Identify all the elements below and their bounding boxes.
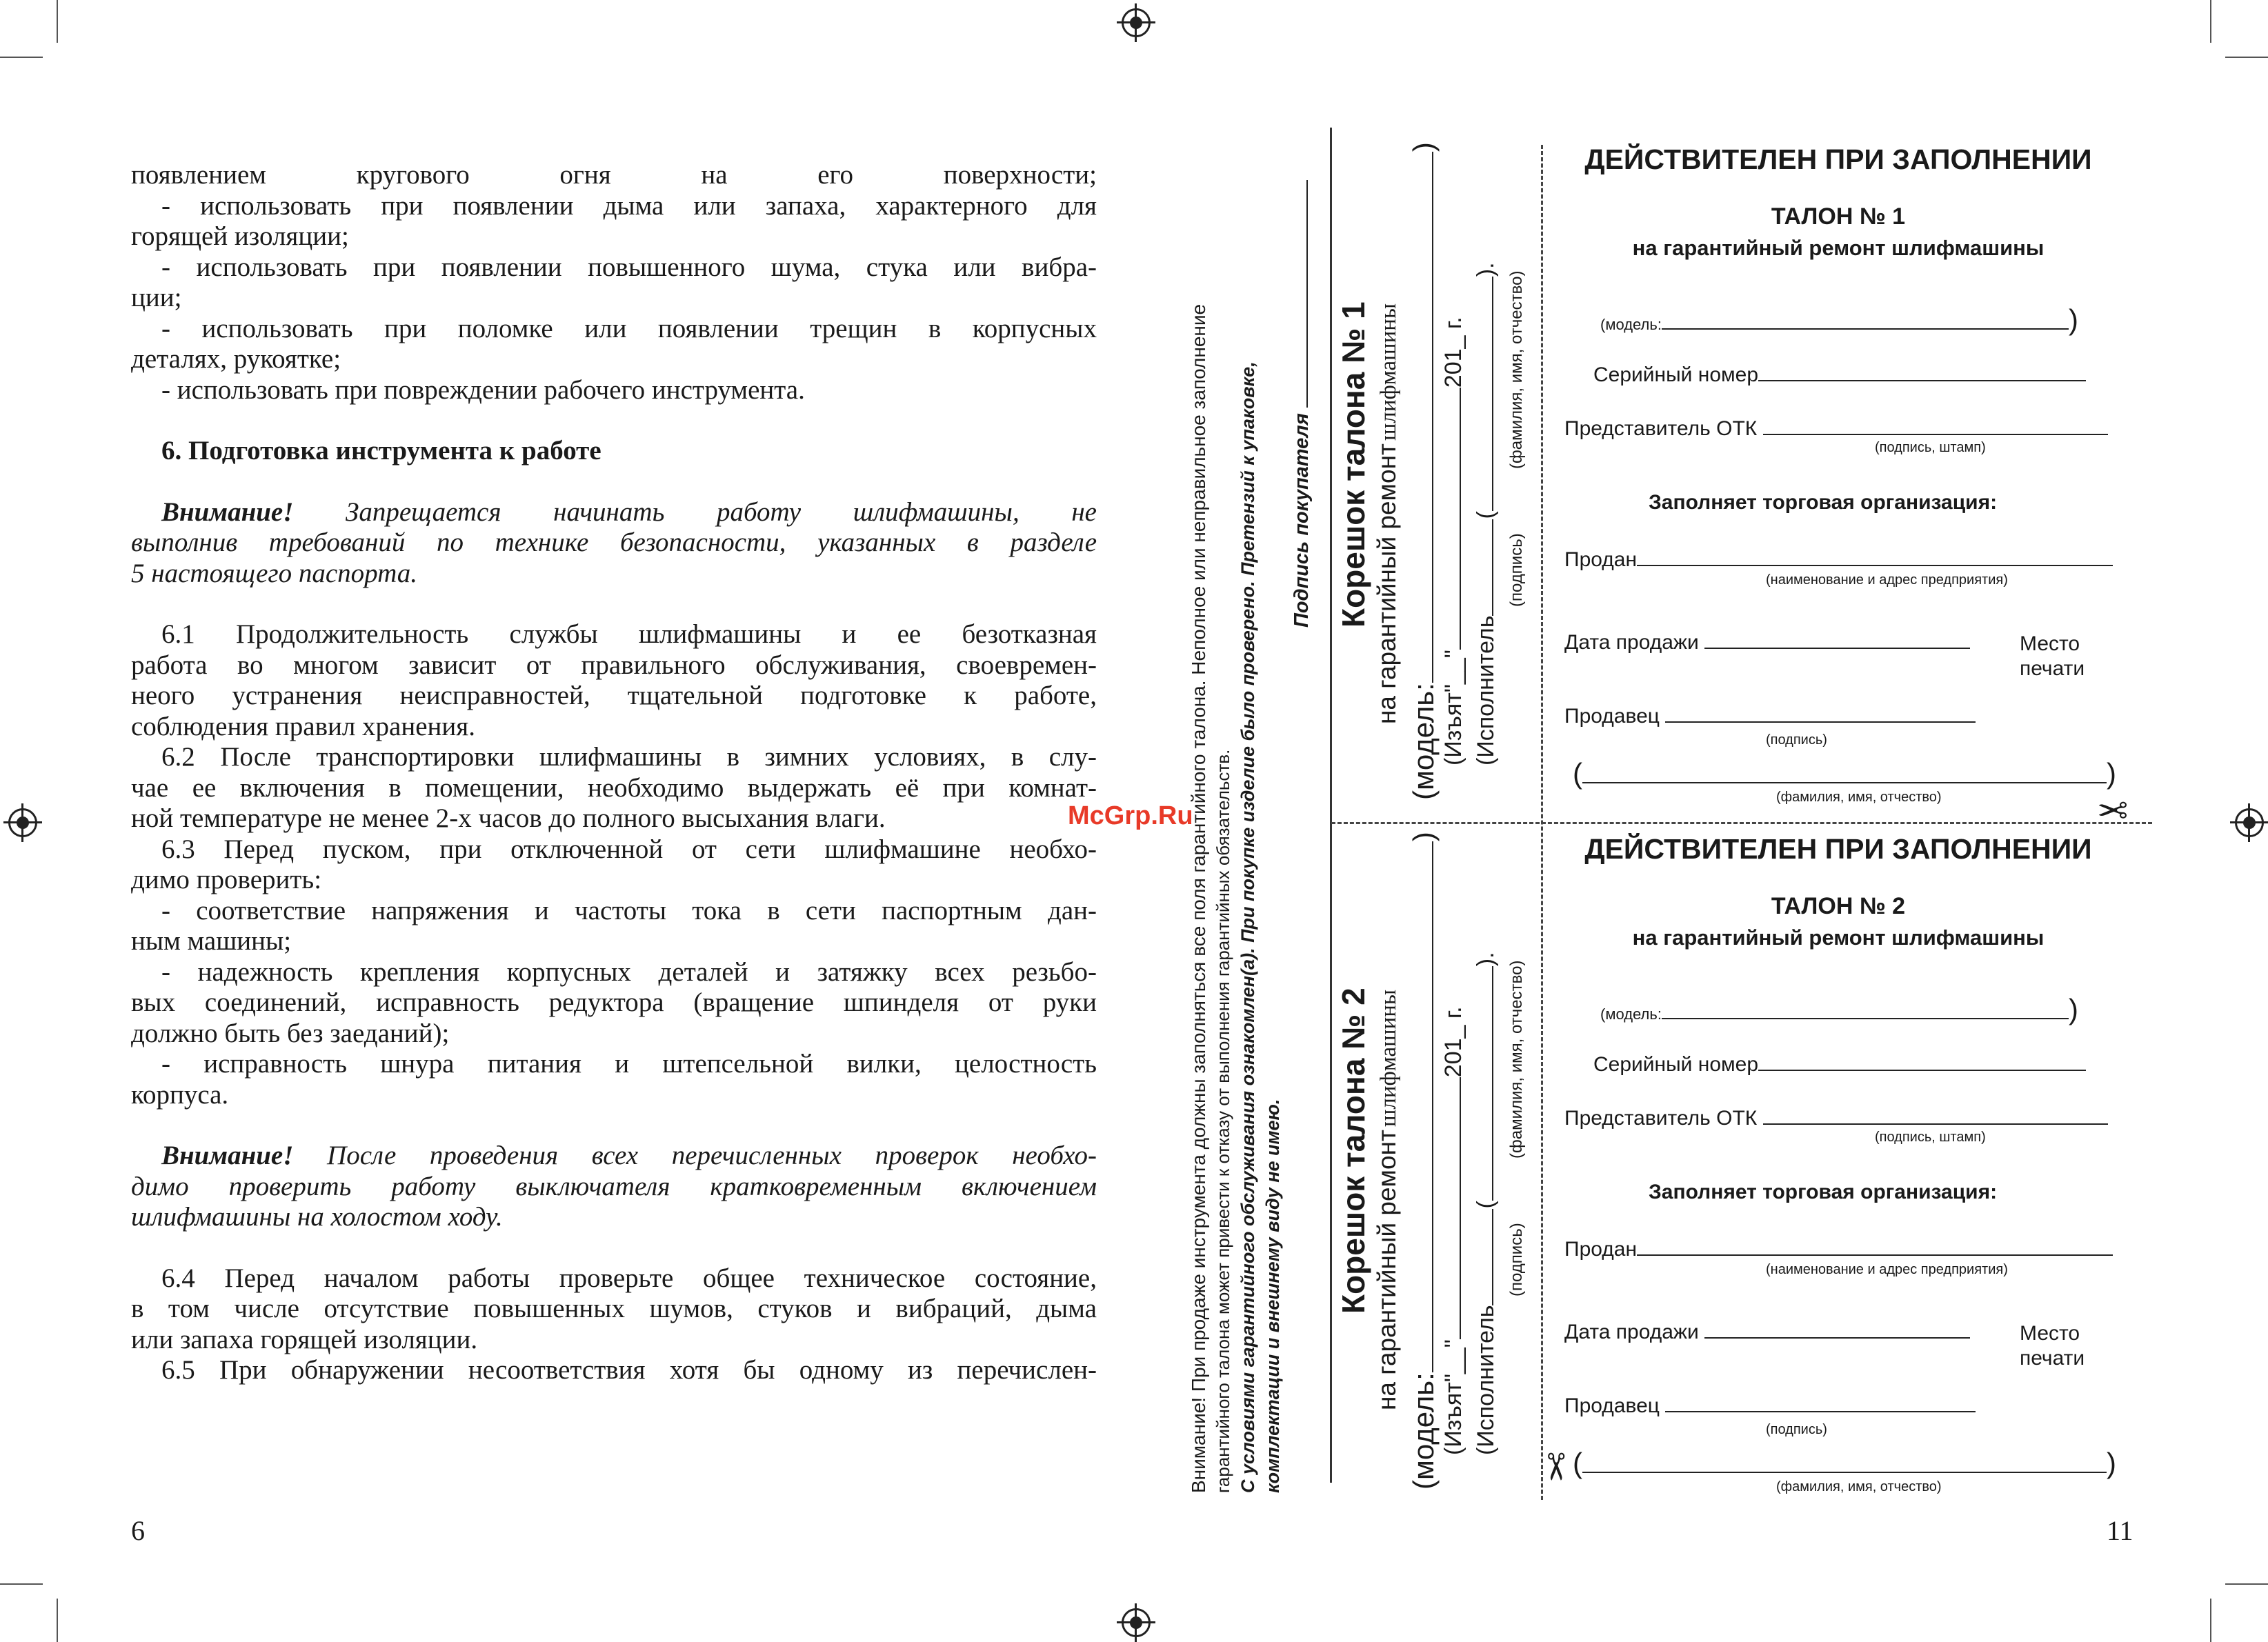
text-line: горящей изоляции; xyxy=(131,221,349,251)
coupon-caption: (подпись, штамп) xyxy=(1875,440,1986,455)
registration-mark-icon xyxy=(8,808,37,837)
coupon-subtitle: на гарантийный ремонт шлифмашины xyxy=(1632,236,2045,260)
cut-line xyxy=(1331,822,2152,824)
coupon-serial-line xyxy=(1593,362,2086,387)
coupon-sale-date-line xyxy=(1564,1319,1970,1344)
coupon-seller-line xyxy=(1564,703,1976,728)
notice-line: гарантийного талона может привести к отказу от выполнения гарантийных обязательств. xyxy=(1213,749,1233,1493)
text-line: появлением кругового огня на его поверхности; xyxy=(131,160,1097,190)
crop-mark xyxy=(2225,1583,2268,1585)
stub-title: Корешок талона № 1 xyxy=(1335,301,1371,628)
text-line: - использовать при появлении повышенного шума, стука или вибра- xyxy=(161,252,1097,282)
stub-caption: (фамилия, имя, отчество) xyxy=(1507,960,1526,1159)
coupon-caption: (наименование и адрес предприятия) xyxy=(1766,572,2008,588)
text-line: 6.2 После транспортировки шлифмашины в зимних условиях, в слу- xyxy=(161,742,1097,772)
date-blank xyxy=(1442,388,1461,650)
date-blank xyxy=(1704,1319,1970,1339)
text-line: - использовать при появлении дыма или запаха, характерного для xyxy=(161,190,1097,221)
text-line: 6.4 Перед началом работы проверьте общее техническое состояние, xyxy=(161,1263,1097,1293)
stub-title: Корешок талона № 2 xyxy=(1335,988,1371,1314)
stub-seized: (Изъят"__" xyxy=(1440,1339,1466,1455)
stub-repair: на гарантийный ремонт xyxy=(1373,443,1401,724)
serial-blank xyxy=(1758,362,2086,381)
coupon-sold-line xyxy=(1564,1236,2113,1261)
coupon-sale-date: Дата продажи xyxy=(1564,631,1699,654)
scissors-icon: ✂ xyxy=(1534,1451,1576,1483)
coupon-serial: Серийный номер xyxy=(1593,1053,1759,1076)
text-line: чае ее включения в помещении, необходимо выдержать её при комнат- xyxy=(131,772,1097,803)
coupon-otk: Представитель ОТК xyxy=(1564,417,1758,440)
crop-mark xyxy=(57,1599,58,1642)
stub-repair-line xyxy=(1373,303,1402,724)
stub-year: 201_ г. xyxy=(1440,317,1466,388)
warning-label: Внимание! xyxy=(161,497,294,527)
coupon-stamp-place: Место xyxy=(2020,1322,2080,1345)
crop-mark xyxy=(0,57,43,58)
coupon-caption: (фамилия, имя, отчество) xyxy=(1776,790,1942,805)
model-blank xyxy=(1414,152,1433,683)
text-line: димо проверить: xyxy=(131,865,322,894)
text-line: ной температуре не менее 2-х часов до полного высыхания влаги. xyxy=(131,803,886,833)
scissors-icon: ✂ xyxy=(2097,788,2129,830)
buyer-signature-label xyxy=(1289,180,1313,628)
text-line: - использовать при повреждении рабочего инструмента. xyxy=(161,374,805,405)
coupon-model: (модель: xyxy=(1600,1005,1662,1023)
watermark: McGrp.Ru xyxy=(1068,801,1193,830)
text-line: в том числе отсутствие повышенных шумов, стуков и вибраций, дыма xyxy=(131,1294,1097,1323)
coupon-serial-line xyxy=(1593,1052,2086,1077)
stub-caption: (подпись) xyxy=(1507,533,1526,607)
stub-caption: (фамилия, имя, отчество) xyxy=(1507,270,1526,469)
coupon-otk: Представитель ОТК xyxy=(1564,1107,1758,1130)
text-line: или запаха горящей изоляции. xyxy=(131,1324,478,1354)
section-heading: 6. Подготовка инструмента к работе xyxy=(161,436,601,465)
stub-year: 201_ г. xyxy=(1440,1006,1466,1078)
crop-mark xyxy=(57,0,58,43)
coupon-seller: Продавец xyxy=(1564,705,1660,728)
coupon-trade-org: Заполняет торговая организация: xyxy=(1649,1181,1998,1203)
text-line: - надежность крепления корпусных деталей и затяжку всех резьбо- xyxy=(161,957,1097,987)
name-blank xyxy=(1582,1454,2107,1473)
notice-line: С условиями гарантийного обслуживания ознакомлен(а). При покупке изделие было проверено. Претензий к упаковке, xyxy=(1237,361,1258,1493)
buyer-signature-text: Подпись покупателя xyxy=(1291,413,1313,628)
warning-line: выполнив требований по технике безопасности, указанных в разделе xyxy=(131,528,1097,557)
crop-mark xyxy=(2210,1599,2211,1642)
warning-line: шлифмашины на холостом ходу. xyxy=(131,1202,503,1232)
signature-blank xyxy=(1289,180,1308,408)
text-line: ным машины; xyxy=(131,926,292,956)
registration-mark-icon xyxy=(1122,1608,1151,1637)
text-line: корпуса. xyxy=(131,1079,229,1110)
page-number-left: 6 xyxy=(131,1515,145,1546)
coupon-model: (модель: xyxy=(1600,316,1662,333)
coupon-model-line: (модель: ) xyxy=(1600,303,2078,336)
otk-blank xyxy=(1763,1105,2108,1125)
stub-product: шлифмашины xyxy=(1376,303,1401,441)
sold-blank xyxy=(1637,1236,2113,1256)
notice-line: комплектации и внешнему виду не имею. xyxy=(1262,1099,1283,1493)
warning-line: димо проверить работу выключателя кратковременным включением xyxy=(131,1171,1097,1201)
coupon-caption: (наименование и адрес предприятия) xyxy=(1766,1262,2008,1277)
stub-seized: (Изъят"__" xyxy=(1440,650,1466,765)
coupon-sold: Продан xyxy=(1564,1238,1638,1261)
crop-mark xyxy=(0,1583,43,1585)
coupon-model-line: (модель: ) xyxy=(1600,993,2078,1025)
coupon-otk-line xyxy=(1564,416,2108,441)
name-blank xyxy=(1582,764,2107,783)
coupon-caption: (подпись, штамп) xyxy=(1875,1130,1986,1145)
signature-blank xyxy=(1474,519,1493,616)
notice-line: Внимание! При продаже инструмента должны заполняться все поля гарантийного талона. Неполное или неправильное заполнение xyxy=(1188,303,1209,1493)
warning-line xyxy=(131,497,1097,528)
coupon-sold-line xyxy=(1564,547,2113,572)
coupon-sale-date: Дата продажи xyxy=(1564,1321,1699,1343)
warning-text: После проведения всех перечисленных проверок необхо- xyxy=(293,1141,1097,1170)
coupon-caption: (фамилия, имя, отчество) xyxy=(1776,1479,1942,1494)
text-line: должно быть без заеданий); xyxy=(131,1018,450,1048)
text-line: деталях, рукоятке; xyxy=(131,344,341,374)
crop-mark xyxy=(2225,57,2268,58)
coupon-caption: (подпись) xyxy=(1766,1422,1827,1437)
coupon-valid-title: ДЕЙСТВИТЕЛЕН ПРИ ЗАПОЛНЕНИИ xyxy=(1584,833,2092,865)
name-blank xyxy=(1474,277,1493,511)
coupon-valid-title: ДЕЙСТВИТЕЛЕН ПРИ ЗАПОЛНЕНИИ xyxy=(1584,143,2092,175)
text-line: соблюдения правил хранения. xyxy=(131,711,475,741)
warning-line: 5 настоящего паспорта. xyxy=(131,558,418,588)
text-line: - соответствие напряжения и частоты тока в сети паспортным дан- xyxy=(161,895,1097,925)
model-blank xyxy=(1662,310,2069,330)
coupon-serial: Серийный номер xyxy=(1593,363,1759,386)
warning-label: Внимание! xyxy=(161,1141,294,1170)
registration-mark-icon xyxy=(1122,8,1151,37)
text-line: 6.1 Продолжительность службы шлифмашины и ее безотказная xyxy=(161,619,1097,649)
coupon-number: ТАЛОН № 2 xyxy=(1771,893,1906,919)
warning-line xyxy=(131,1141,1097,1172)
text-line: - исправность шнура питания и штепсельной вилки, целостность xyxy=(161,1049,1097,1079)
stub-model: (модель: xyxy=(1407,683,1440,800)
seller-blank xyxy=(1665,1393,1976,1412)
stub-executor: (Исполнитель xyxy=(1473,1305,1499,1455)
stub-repair-line xyxy=(1373,990,1402,1410)
page-number-right: 11 xyxy=(2107,1515,2133,1546)
text-line: - использовать при поломке или появлении трещин в корпусных xyxy=(161,313,1097,343)
divider xyxy=(1330,128,1332,1483)
coupon-seller: Продавец xyxy=(1564,1394,1660,1417)
stub-caption: (подпись) xyxy=(1507,1223,1526,1296)
coupon-stamp-word: печати xyxy=(2020,1347,2085,1370)
stub-executor-line: (Исполнитель(). xyxy=(1473,952,1499,1455)
text-line: 6.5 При обнаружении несоответствия хотя бы одному из перечислен- xyxy=(161,1355,1097,1385)
stub-model: (модель: xyxy=(1407,1372,1440,1490)
coupon-trade-org: Заполняет торговая организация: xyxy=(1649,491,1998,514)
stub-seized-line xyxy=(1440,1006,1467,1455)
left-page-body xyxy=(131,160,1097,1386)
date-blank xyxy=(1704,630,1970,649)
coupon-otk-line xyxy=(1564,1105,2108,1130)
warning-text: Запрещается начинать работу шлифмашины, не xyxy=(293,497,1097,527)
signature-blank xyxy=(1474,1209,1493,1305)
seller-blank xyxy=(1665,703,1976,723)
coupon-number: ТАЛОН № 1 xyxy=(1771,203,1906,230)
registration-mark-icon xyxy=(2235,808,2264,837)
stub-repair: на гарантийный ремонт xyxy=(1373,1130,1401,1410)
coupon-stamp-word: печати xyxy=(2020,657,2085,680)
serial-blank xyxy=(1758,1052,2086,1071)
coupon-stamp-place: Место xyxy=(2020,632,2080,655)
text-line: ции; xyxy=(131,283,182,312)
stub-seized-line xyxy=(1440,317,1467,765)
model-blank xyxy=(1414,841,1433,1372)
stub-model-line: (модель:) xyxy=(1407,832,1440,1490)
text-line: вых соединений, исправность редуктора (вращение шпинделя от руки xyxy=(131,988,1097,1017)
model-blank xyxy=(1662,1000,2069,1019)
stub-product: шлифмашины xyxy=(1376,989,1401,1128)
name-blank xyxy=(1474,966,1493,1201)
text-line: неого устранения неисправностей, тщательной подготовке к работе, xyxy=(131,681,1097,710)
sold-blank xyxy=(1637,547,2113,566)
text-line: 6.3 Перед пуском, при отключенной от сети шлифмашине необхо- xyxy=(161,834,1097,864)
coupon-name-line: ( ) xyxy=(1573,757,2116,790)
stub-executor-line: (Исполнитель(). xyxy=(1473,262,1499,765)
stub-executor: (Исполнитель xyxy=(1473,615,1499,765)
coupon-name-line: ( ) xyxy=(1573,1447,2116,1479)
coupon-sold: Продан xyxy=(1564,548,1638,571)
date-blank xyxy=(1442,1077,1461,1339)
coupon-seller-line xyxy=(1564,1393,1976,1418)
crop-mark xyxy=(2210,0,2211,43)
text-line: работа во многом зависит от правильного обслуживания, своевремен- xyxy=(131,650,1097,680)
coupon-sale-date-line xyxy=(1564,630,1970,654)
coupon-caption: (подпись) xyxy=(1766,732,1827,748)
coupon-subtitle: на гарантийный ремонт шлифмашины xyxy=(1632,925,2045,950)
stub-model-line: (модель:) xyxy=(1407,142,1440,800)
otk-blank xyxy=(1763,416,2108,435)
